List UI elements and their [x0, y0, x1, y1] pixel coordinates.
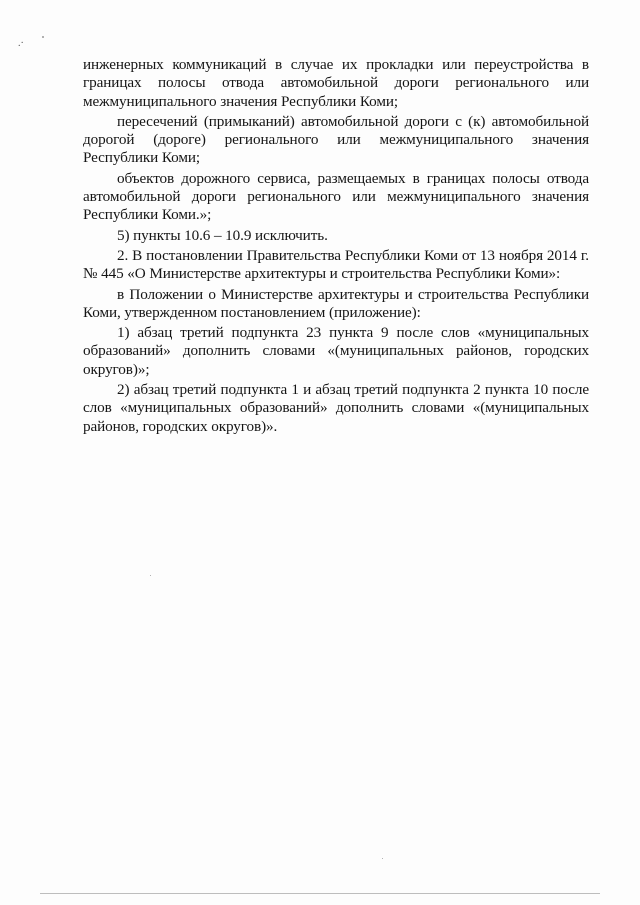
paragraph-section-2: 2. В постановлении Правительства Республики Коми от 13 ноября 2014 г. № 445 «О Министерстве архитектуры и строительства Республики Коми»:	[83, 246, 589, 283]
paragraph-engineering-communications: инженерных коммуникаций в случае их прокладки или переустройства в границах полосы отвода автомобильной дороги регионального или межмуниципального значения Республики Коми;	[83, 56, 589, 110]
scan-speck	[42, 36, 44, 38]
paragraph-road-service-objects: объектов дорожного сервиса, размещаемых в границах полосы отвода автомобильной дороги регионального или межмуниципального значения Республики Коми.»;	[83, 169, 589, 224]
document-body	[83, 56, 589, 438]
paragraph-amendment-1: 1) абзац третий подпункта 23 пункта 9 после слов «муниципальных образований» дополнить словами «(муниципальных районов, городских округов)»;	[83, 324, 589, 378]
scan-mark: .·	[18, 38, 24, 49]
scan-speck	[382, 858, 383, 859]
paragraph-amendment-2: 2) абзац третий подпункта 1 и абзац третий подпункта 2 пункта 10 после слов «муниципальных образований» дополнить словами «(муниципальных районов, городских округов)».	[83, 381, 589, 435]
paragraph-regulation: в Положении о Министерстве архитектуры и строительства Республики Коми, утвержденном постановлением (приложение):	[83, 285, 589, 321]
scan-speck	[150, 575, 151, 576]
scan-bottom-edge	[40, 893, 600, 894]
paragraph-intersections: пересечений (примыканий) автомобильной дороги с (к) автомобильной дорогой (дороге) регионального или межмуниципального значения Республики Коми;	[83, 112, 589, 167]
paragraph-item-5: 5) пункты 10.6 – 10.9 исключить.	[117, 226, 328, 244]
